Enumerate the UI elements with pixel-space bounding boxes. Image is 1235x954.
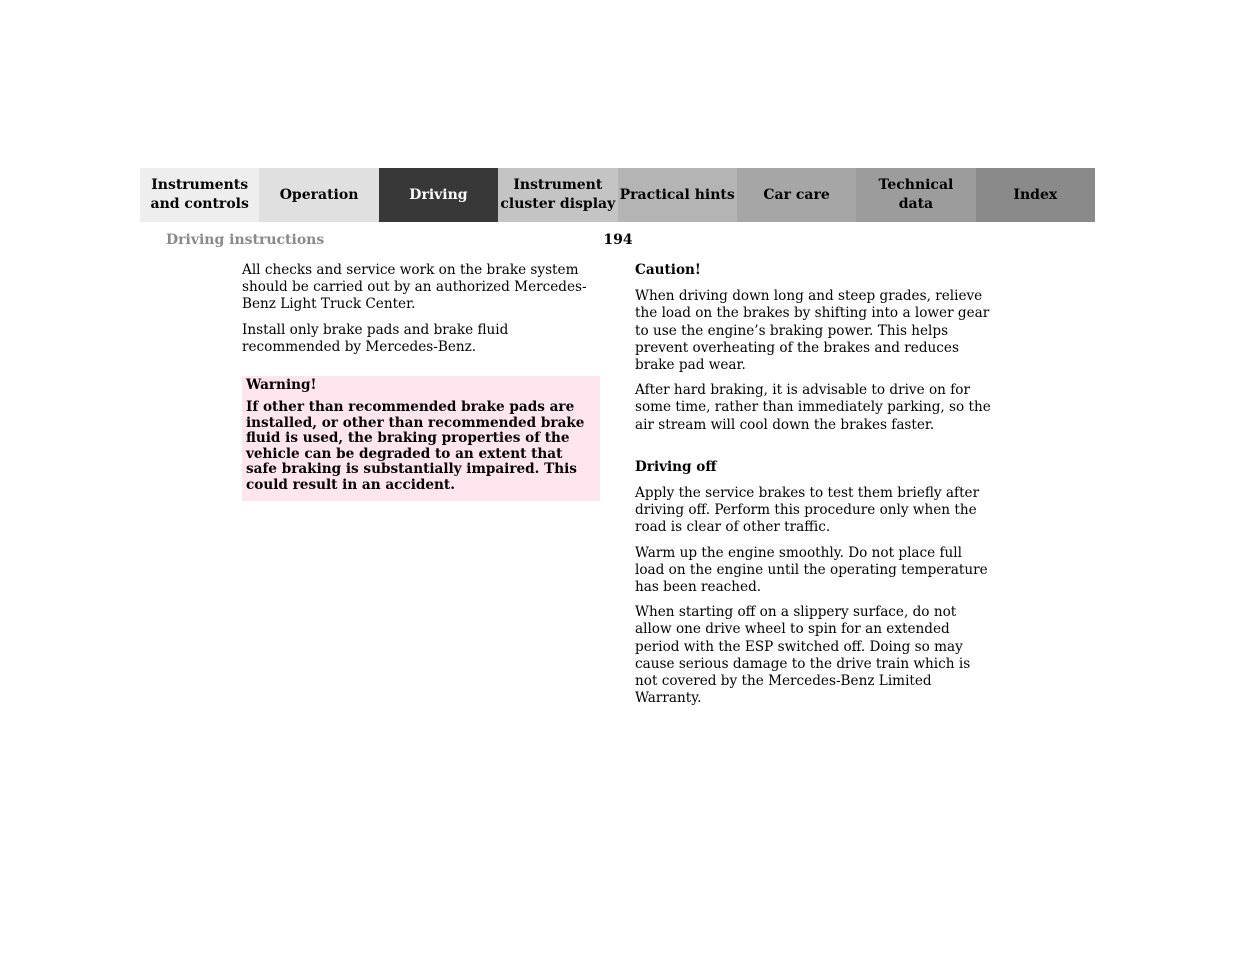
paragraph: Warm up the engine smoothly. Do not place full load on the engine until the operating temperature has been reached.: [635, 544, 988, 596]
tab-driving[interactable]: [379, 168, 498, 222]
tab-index[interactable]: [976, 168, 1095, 222]
tab-operation[interactable]: [259, 168, 378, 222]
tab-label: Car care: [763, 186, 830, 203]
left-column: [242, 262, 602, 501]
warning-text: If other than recommended brake pads are installed, or other than recommended brake fluid is used, the braking properties of the vehicle can be degraded to an extent that safe braking is substantially impaired. This could result in an accident.: [246, 399, 585, 493]
tab-practical-hints[interactable]: [618, 168, 737, 222]
warning-title: Warning!: [246, 377, 317, 394]
paragraph: Install only brake pads and brake fluid recommended by Mercedes-Benz.: [242, 321, 509, 355]
paragraph: After hard braking, it is advisable to drive on for some time, rather than immediately parking, so the air stream will cool down the brakes faster.: [635, 382, 991, 433]
tab-car-care[interactable]: [737, 168, 856, 222]
tab-instruments-and-controls[interactable]: [140, 168, 259, 222]
tab-label: Driving: [409, 186, 468, 203]
section-title: Driving instructions: [166, 232, 325, 248]
tab-technical-data[interactable]: [856, 168, 975, 222]
page-number: 194: [603, 232, 633, 248]
tab-label: Practical hints: [619, 186, 735, 203]
paragraph: Apply the service brakes to test them briefly after driving off. Perform this procedure only when the road is clear of other traffic.: [635, 485, 980, 536]
right-column: [635, 262, 995, 715]
tab-label: Index: [1013, 186, 1058, 203]
tab-instrument-cluster-display[interactable]: [498, 168, 617, 222]
tab-label: Operation: [279, 186, 359, 203]
chapter-tabs: [140, 168, 1095, 222]
paragraph: When driving down long and steep grades, relieve the load on the brakes by shifting into a lower gear to use the engine’s braking power. This helps prevent overheating of the brakes and reduces brake pad wear.: [635, 288, 990, 374]
tab-label: Technical data: [878, 177, 954, 212]
paragraph: When starting off on a slippery surface, do not allow one drive wheel to spin for an extended period with the ESP switched off. Doing so may cause serious damage to the drive train which is not covered by the Mercedes-Benz Limited Warranty.: [635, 604, 971, 707]
warning-box: [242, 376, 600, 501]
paragraph: All checks and service work on the brake system should be carried out by an authorized Mercedes-Benz Light Truck Center.: [242, 262, 587, 313]
driving-off-heading: Driving off: [635, 458, 717, 475]
tab-label: Instruments and controls: [150, 177, 249, 212]
caution-heading: Caution!: [635, 262, 701, 278]
tab-label: Instrument cluster display: [500, 177, 616, 212]
